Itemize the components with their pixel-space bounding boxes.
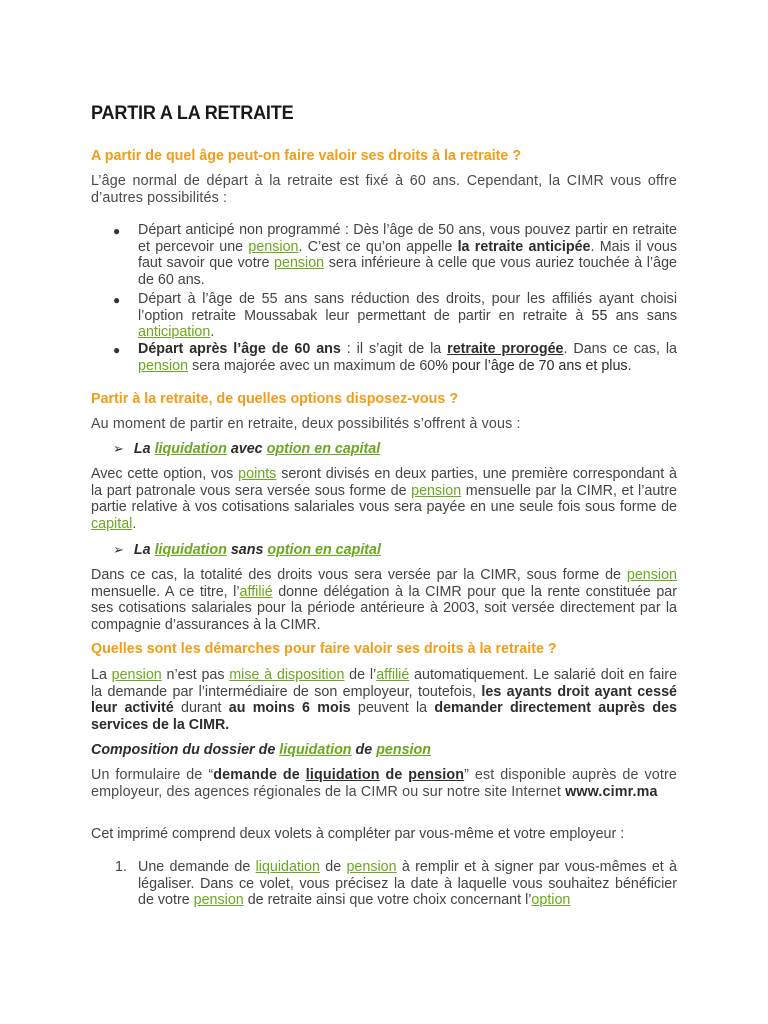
page-title: PARTIR A LA RETRAITE (91, 103, 294, 124)
question-heading-demarches: Quelles sont les démarches pour faire valoir ses droits à la retraite ? (91, 641, 557, 657)
bold-text: les ayants droit ayant cessé leur activité (91, 683, 677, 717)
text: sans (226, 542, 268, 558)
bullet-moussabak (138, 291, 677, 341)
link-capital[interactable]: capital (91, 515, 133, 532)
intro-paragraph: L’âge normal de départ à la retraite est fixé à 60 ans. Cependant, la CIMR vous offre d’autres possibilités : (91, 173, 677, 206)
text: . (210, 324, 215, 341)
text: de (351, 742, 377, 758)
bullet-prorogee (138, 341, 677, 374)
composition-heading (91, 742, 431, 758)
bullet-dot-icon: ● (113, 343, 121, 357)
text: peuvent la (350, 700, 435, 717)
text: n’est pas (161, 667, 230, 683)
option-heading-without-capital (113, 542, 381, 558)
list-item-demande (138, 859, 677, 909)
text: Composition du dossier de (91, 742, 280, 758)
question-heading-age: A partir de quel âge peut-on faire valoir ses droits à la retraite ? (91, 148, 522, 164)
text: La (133, 542, 155, 558)
text: Un formulaire de “ (91, 767, 214, 783)
link-option[interactable]: option (531, 892, 571, 909)
bold-text: demander directement auprès des services de la CIMR. (91, 700, 678, 733)
text: % pour l’âge de 70 ans et plus. (435, 357, 632, 374)
option-with-capital-text (91, 466, 677, 532)
text: Départ anticipé non programmé : Dès l’âge de 50 ans, vous pouvez partir en retraite et percevoir une (138, 222, 677, 255)
link-pension[interactable]: pension (193, 892, 244, 909)
options-intro: Au moment de partir en retraite, deux possibilités s’offrent à vous : (91, 416, 521, 432)
arrow-bullet-icon: ➢ (113, 441, 124, 456)
link-pension[interactable]: pension (138, 357, 189, 374)
text: de retraite ainsi que votre choix concernant l’ (243, 892, 532, 909)
text: : il s’agit de la (340, 341, 448, 357)
link-option-en-capital[interactable]: option en capital (266, 441, 381, 457)
website-text: www.cimr.ma (565, 783, 658, 800)
formulaire-paragraph (91, 767, 677, 800)
link-affilie[interactable]: affilié (239, 583, 273, 600)
text: . (132, 515, 137, 532)
bold-text: Départ après l’âge de 60 ans (138, 341, 341, 357)
text: avec (226, 441, 267, 457)
text: mensuelle par la CIMR, et l’autre partie relative à vos cotisations salariales vous sera payée en une seule fois sous forme de (91, 482, 677, 516)
text: Avec cette option, vos (91, 466, 239, 482)
link-pension[interactable]: pension (626, 567, 677, 583)
link-pension[interactable]: pension (111, 667, 162, 683)
link-option-en-capital[interactable]: option en capital (267, 542, 381, 558)
bold-text: de (379, 767, 409, 783)
text: La (133, 441, 155, 457)
link-pension[interactable]: pension (274, 255, 325, 272)
bullet-early-retirement (138, 222, 677, 288)
text: Une demande de (138, 859, 256, 875)
text: ” est disponible auprès de votre employeur, des agences régionales de la CIMR ou sur notre site Internet (91, 767, 677, 800)
text: . Dans ce cas, la (563, 341, 677, 357)
bold-text: demande de (213, 767, 306, 783)
link-liquidation[interactable]: liquidation (255, 859, 320, 875)
bold-text: au moins 6 mois (228, 700, 351, 717)
text: . Mais il vous faut savoir que votre (138, 238, 677, 272)
text: seront divisés en deux parties, une première correspondant à la part patronale vous sera versée sous forme de (91, 466, 677, 499)
link-points[interactable]: points (238, 466, 277, 482)
link-affilie[interactable]: affilié (376, 667, 410, 683)
link-liquidation[interactable]: liquidation (154, 542, 227, 558)
text: Départ à l’âge de 55 ans sans réduction des droits, pour les affiliés ayant choisi l’option retraite Moussabak leur permettant de partir en retraite à (138, 291, 677, 324)
text: automatiquement. Le salarié doit en faire la demande par l’intermédiaire de son employeur, toutefois, (91, 667, 678, 700)
bold-text: la retraite anticipée (457, 238, 591, 255)
bullet-dot-icon: ● (113, 293, 121, 307)
link-pension[interactable]: pension (376, 742, 431, 758)
option-without-capital-text (91, 567, 677, 633)
link-liquidation[interactable]: liquidation (305, 767, 380, 783)
link-liquidation[interactable]: liquidation (279, 742, 352, 758)
text: donne délégation à la CIMR pour que la rente constituée par ses cotisations salariales pour la période antérieure à 2003, soit versée directement par la compagnie d’assurances à la CIMR. (91, 583, 677, 633)
text: . C’est ce qu’on appelle (298, 238, 458, 255)
link-anticipation[interactable]: anticipation (138, 324, 211, 341)
imprime-paragraph: Cet imprimé comprend deux volets à compléter par vous-même et votre employeur : (91, 826, 625, 842)
number-text: 55 (591, 307, 608, 324)
list-number: 1. (115, 859, 127, 875)
bold-underlined-text: retraite prorogée (447, 341, 564, 357)
text: sera majorée avec un maximum de 60 (188, 357, 436, 374)
text: Dans ce cas, la totalité des droits vous sera versée par la CIMR, sous forme de (91, 567, 627, 583)
bullet-dot-icon: ● (113, 224, 121, 238)
demarches-paragraph (91, 667, 677, 733)
text: durant (173, 700, 229, 717)
text: ans sans (607, 307, 677, 324)
link-mise-a-disposition[interactable]: mise à disposition (229, 667, 345, 683)
link-liquidation[interactable]: liquidation (154, 441, 227, 457)
question-heading-options: Partir à la retraite, de quelles options disposez-vous ? (91, 391, 459, 407)
text: mensuelle. A ce titre, l’ (91, 583, 240, 600)
text: de l’ (344, 667, 377, 683)
option-heading-with-capital (113, 441, 380, 457)
text: de (320, 859, 347, 875)
text: à remplir et à signer par vous-mêmes et à légaliser. Dans ce volet, vous précisez la date à laquelle vous souhaitez bénéficier de votre (138, 859, 677, 909)
link-pension[interactable]: pension (411, 482, 462, 499)
arrow-bullet-icon: ➢ (113, 542, 124, 557)
text: La (91, 667, 112, 683)
link-pension[interactable]: pension (408, 767, 465, 783)
text: sera inférieure à celle que vous auriez touchée à l’âge de 60 ans. (138, 255, 677, 288)
link-pension[interactable]: pension (346, 859, 397, 875)
link-pension[interactable]: pension (248, 238, 299, 255)
